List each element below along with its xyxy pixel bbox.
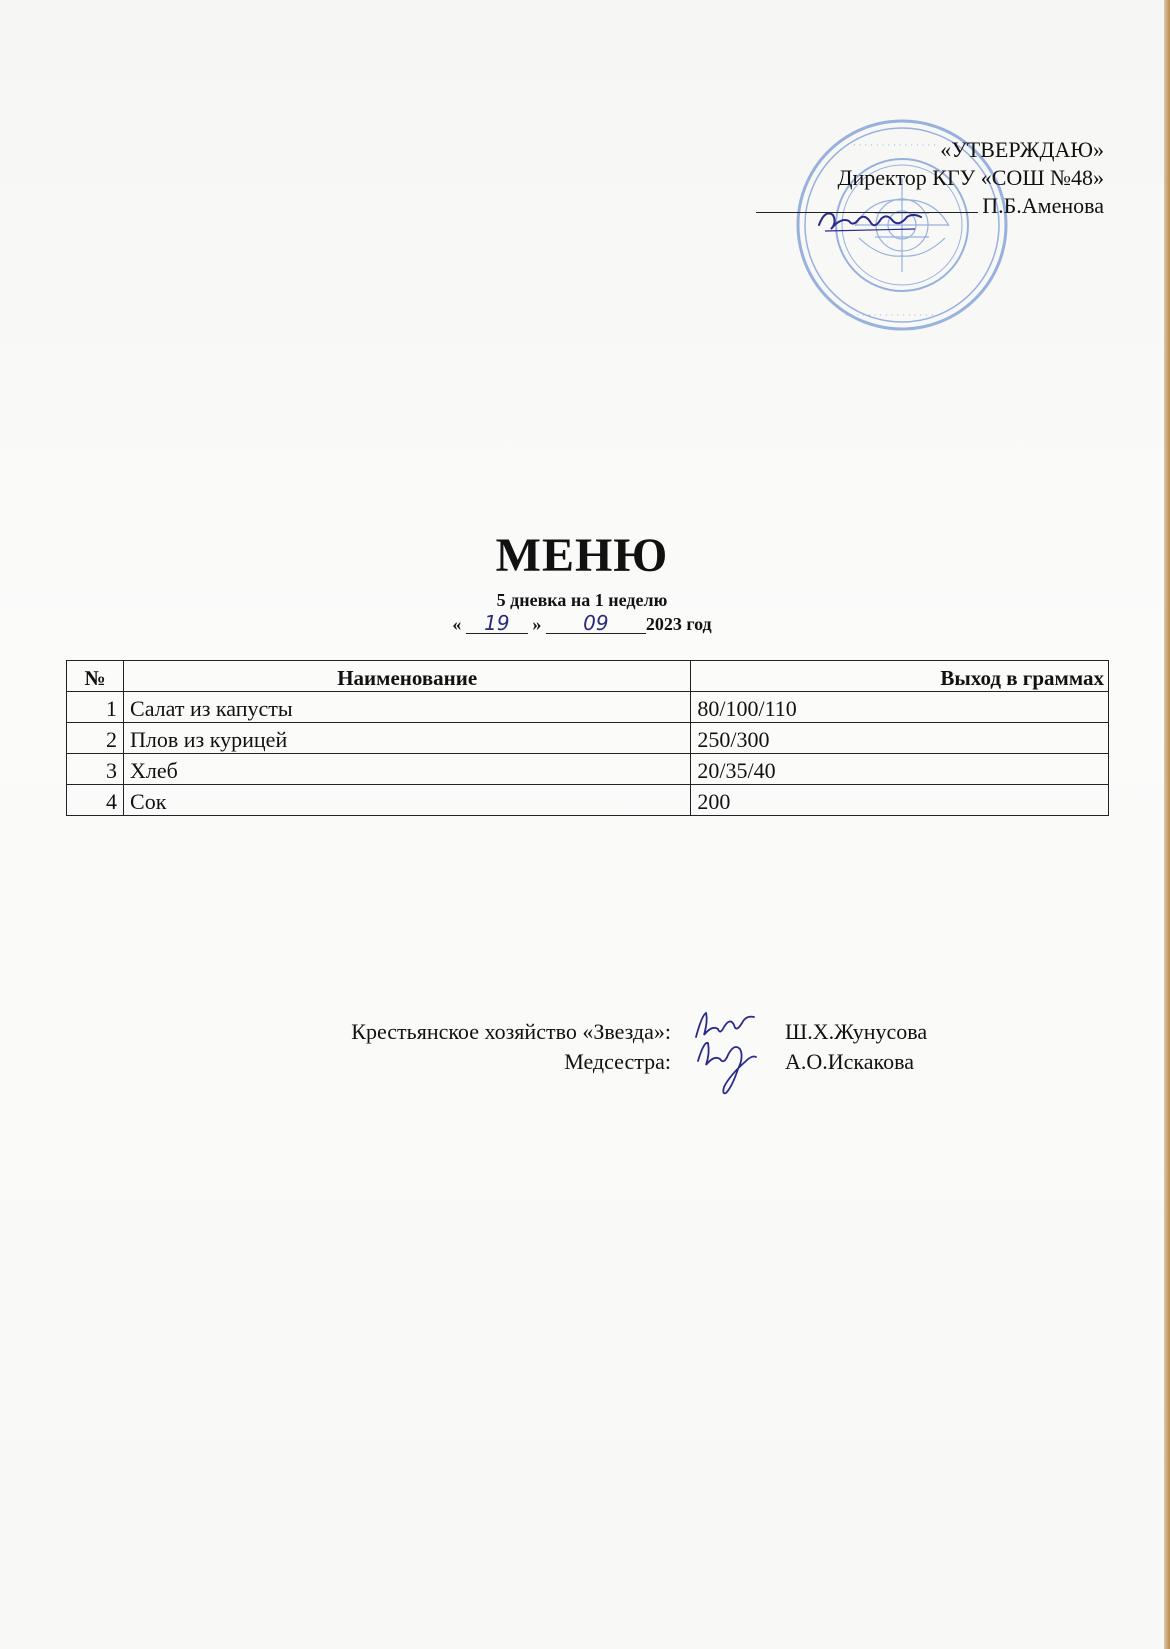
date-day: 19 [466,613,528,634]
table-row [67,785,1109,816]
date-month: 09 [546,613,646,634]
column-header-output: Выход в граммах [691,661,1109,692]
approval-position: Директор КГУ «СОШ №48» [837,165,1104,190]
svg-text:· · · · · · · · · · · · · · ·: · · · · · · · · · · · · · · · · · [845,311,940,321]
dish-output: 20/35/40 [691,754,1109,785]
signature-line [756,192,978,213]
row-number: 1 [67,692,124,723]
signer-name: Ш.Х.Жунусова [785,1019,928,1044]
signer-role: Медсестра: [564,1049,671,1074]
dish-output: 200 [691,785,1109,816]
menu-subtitle: 5 дневка на 1 неделю [496,590,668,610]
approval-heading: «УТВЕРЖДАЮ» [940,137,1104,162]
approval-block [724,136,1104,220]
page-edge [1164,0,1170,1649]
column-header-number: № [67,661,124,692]
signer-row [0,1047,1164,1077]
signer-name: А.О.Искакова [785,1049,914,1074]
approver-name: П.Б.Аменова [982,193,1104,218]
menu-table [66,660,1109,816]
row-number: 2 [67,723,124,754]
dish-output: 250/300 [691,723,1109,754]
column-header-name: Наименование [124,661,691,692]
table-header-row [67,661,1109,692]
signers-block [0,1017,1164,1077]
dish-output: 80/100/110 [691,692,1109,723]
row-number: 3 [67,754,124,785]
date-close-quote: » [532,614,542,634]
signer-role: Крестьянское хозяйство «Звезда»: [351,1019,671,1044]
table-row [67,754,1109,785]
svg-text:· · · · · · · · · · · · · · ·: · · · · · · · · · · · · · · · [853,141,936,151]
date-line [0,613,1164,635]
page-title: МЕНЮ [495,529,669,582]
dish-name: Хлеб [124,754,691,785]
row-number: 4 [67,785,124,816]
date-open-quote: « [452,614,462,634]
table-row [67,692,1109,723]
nurse-signature [690,1035,760,1099]
dish-name: Салат из капусты [124,692,691,723]
table-row [67,723,1109,754]
dish-name: Плов из курицей [124,723,691,754]
date-year: 2023 год [645,614,712,634]
signer-row [0,1017,1164,1047]
approval-signature-row [724,192,1104,220]
dish-name: Сок [124,785,691,816]
